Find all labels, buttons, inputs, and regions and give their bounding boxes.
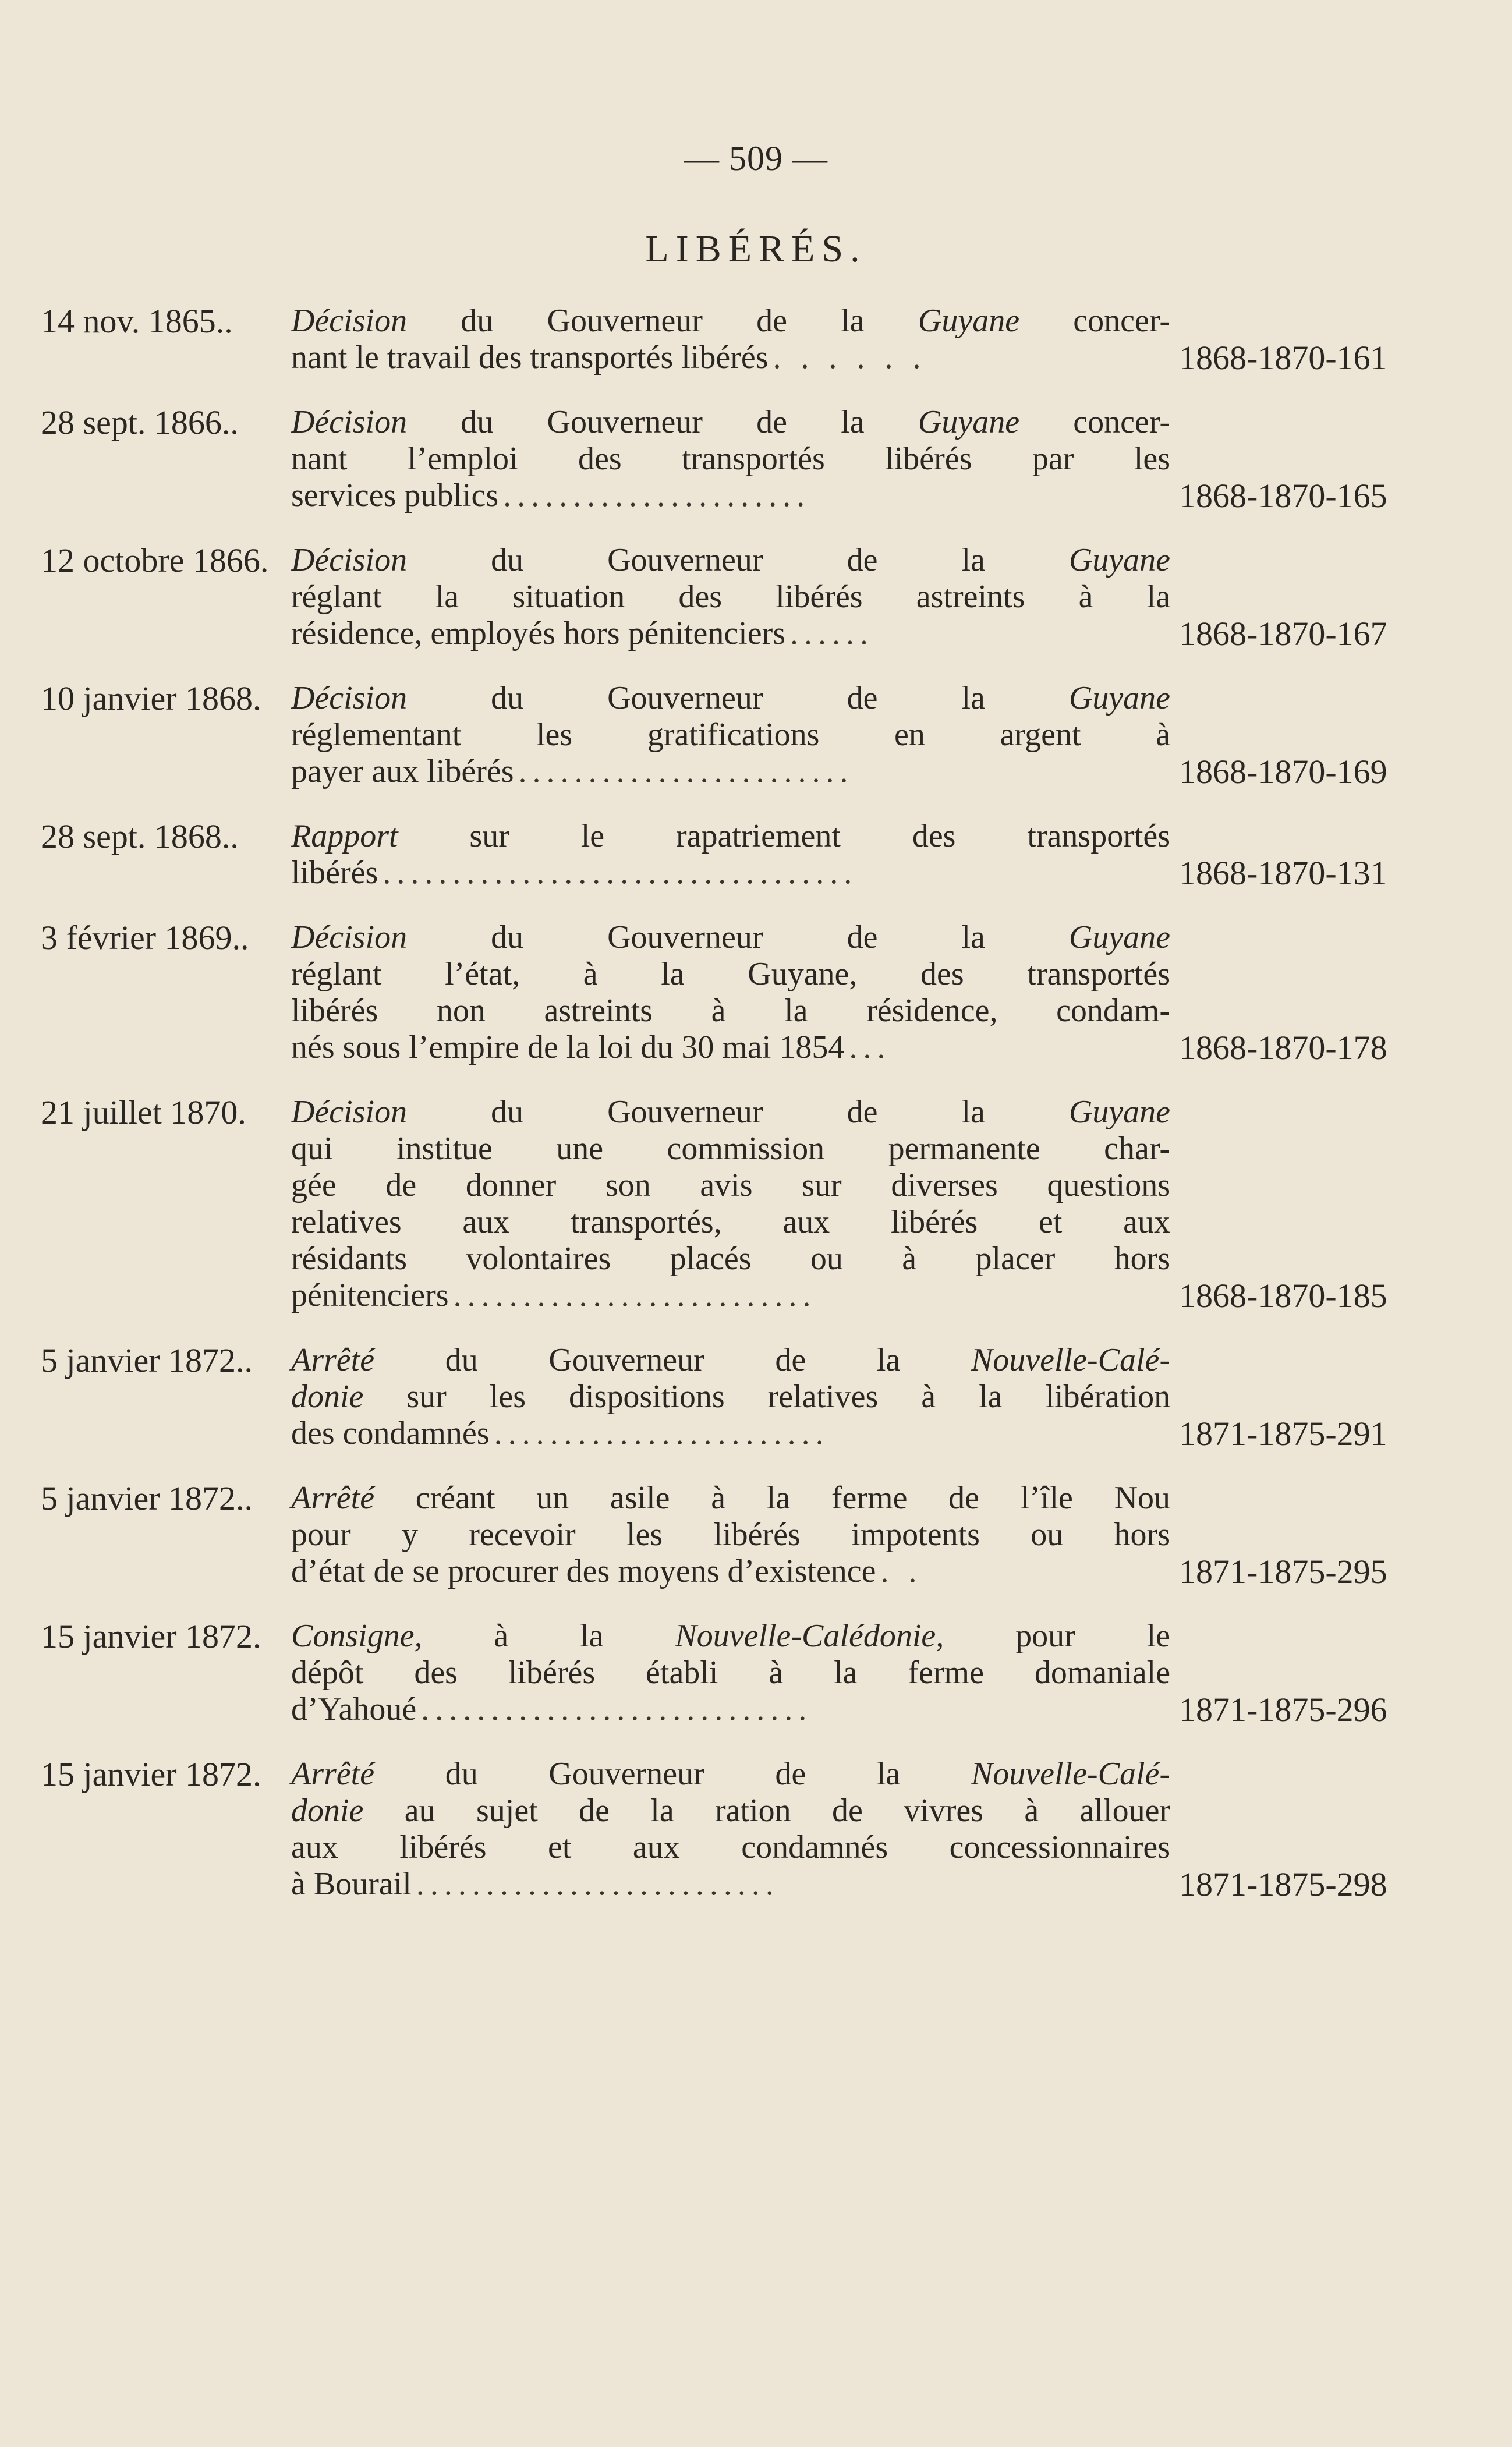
dot-leader: ........................ xyxy=(494,1415,830,1451)
entry-description xyxy=(291,680,1387,791)
entry-line xyxy=(291,1866,1170,1903)
entry-line: réglementant les gratifications en argent à xyxy=(291,717,1171,753)
dot-leader: .......................... xyxy=(453,1277,817,1313)
entry-date: 14 nov. 1865.. xyxy=(41,302,233,340)
entry-line: Décision du Gouverneur de la Guyane concer- xyxy=(291,404,1171,440)
entry-line xyxy=(291,753,1170,790)
entry-line-text: d’état de se procurer des moyens d’existence xyxy=(291,1553,876,1589)
entry-line: réglant l’état, à la Guyane, des transportés xyxy=(291,956,1170,992)
entry-date: 28 sept. 1868.. xyxy=(41,817,239,855)
dot-leader: . . xyxy=(880,1553,923,1589)
entry-line xyxy=(291,855,1170,891)
entry-line: Arrêté du Gouverneur de la Nouvelle-Calé- xyxy=(291,1756,1171,1792)
entry-date: 10 janvier 1868. xyxy=(41,679,261,717)
entry-line: Arrêté du Gouverneur de la Nouvelle-Calé- xyxy=(291,1342,1171,1378)
entry-line xyxy=(291,339,1170,376)
entry-line: Décision du Gouverneur de la Guyane xyxy=(291,680,1171,716)
entry-line: donie au sujet de la ration de vivres à allouer xyxy=(291,1793,1171,1829)
entry-line: Décision du Gouverneur de la Guyane xyxy=(291,542,1171,578)
entry-description xyxy=(291,542,1387,653)
list-item xyxy=(41,1341,1387,1453)
list-item xyxy=(41,1617,1387,1729)
page-number: — 509 — xyxy=(684,139,828,178)
dot-leader: ........................ xyxy=(518,753,854,789)
entry-line: réglant la situation des libérés astreints à la xyxy=(291,579,1171,615)
list-item xyxy=(41,302,1387,377)
entry-line: nant l’emploi des transportés libérés par les xyxy=(291,441,1170,477)
entry-line: dépôt des libérés établi à la ferme domaniale xyxy=(291,1655,1171,1691)
list-item xyxy=(41,1093,1387,1315)
dot-leader: ............................ xyxy=(421,1691,813,1727)
entry-line: Arrêté créant un asile à la ferme de l’île Nou xyxy=(291,1480,1171,1516)
dot-leader: ...... xyxy=(790,615,874,651)
entry-line xyxy=(291,1415,1170,1452)
entry-line: gée de donner son avis sur diverses questions xyxy=(291,1167,1171,1203)
entry-description xyxy=(291,1618,1387,1729)
entry-reference: 1871-1875-298 xyxy=(1179,1865,1387,1903)
list-item xyxy=(41,403,1387,515)
entry-date: 15 janvier 1872. xyxy=(41,1755,261,1793)
entry-date: 3 février 1869.. xyxy=(41,919,249,957)
list-item xyxy=(41,817,1387,892)
entry-line-text: nant le travail des transportés libérés xyxy=(291,339,769,376)
entry-reference: 1868-1870-131 xyxy=(1179,854,1387,892)
list-item xyxy=(41,1479,1387,1591)
entry-reference: 1868-1870-165 xyxy=(1179,477,1387,515)
entry-line xyxy=(291,615,1170,652)
dot-leader: ...................... xyxy=(503,477,811,514)
list-item xyxy=(41,541,1387,653)
list-item xyxy=(41,919,1387,1067)
list-item xyxy=(41,1755,1387,1903)
entry-description xyxy=(291,1480,1387,1591)
entry-reference: 1871-1875-296 xyxy=(1179,1691,1387,1729)
entries-list xyxy=(41,302,1387,1931)
entry-date: 21 juillet 1870. xyxy=(41,1093,246,1131)
entry-line: relatives aux transportés, aux libérés et aux xyxy=(291,1204,1170,1240)
entry-reference: 1868-1870-161 xyxy=(1179,339,1387,377)
entry-description xyxy=(291,1094,1387,1315)
entry-line: libérés non astreints à la résidence, condam- xyxy=(291,993,1170,1029)
entry-line-text: pénitenciers xyxy=(291,1277,449,1313)
entry-line: Décision du Gouverneur de la Guyane xyxy=(291,919,1171,955)
entry-line-text: d’Yahoué xyxy=(291,1691,417,1727)
entry-line: Rapport sur le rapatriement des transportés xyxy=(291,818,1171,854)
entry-line: Décision du Gouverneur de la Guyane xyxy=(291,1094,1171,1130)
entry-reference: 1868-1870-167 xyxy=(1179,615,1387,653)
entry-line: résidants volontaires placés ou à placer hors xyxy=(291,1241,1171,1277)
entry-reference: 1871-1875-295 xyxy=(1179,1553,1387,1591)
entry-line: Consigne, à la Nouvelle-Calédonie, pour le xyxy=(291,1618,1171,1654)
entry-line-text: payer aux libérés xyxy=(291,753,514,789)
entry-line xyxy=(291,1029,1170,1066)
dot-leader: .......................... xyxy=(416,1866,780,1902)
entry-line-text: libérés xyxy=(291,855,378,891)
entry-description xyxy=(291,1342,1387,1453)
entry-line: donie sur les dispositions relatives à la libération xyxy=(291,1379,1171,1415)
entry-description xyxy=(291,303,1387,377)
entry-line: pour y recevoir les libérés impotents ou hors xyxy=(291,1517,1170,1553)
list-item xyxy=(41,679,1387,791)
entry-line-text: à Bourail xyxy=(291,1866,412,1902)
entry-description xyxy=(291,818,1387,892)
entry-line-text: résidence, employés hors pénitenciers xyxy=(291,615,786,651)
entry-line xyxy=(291,1277,1170,1314)
entry-line: qui institue une commission permanente char- xyxy=(291,1131,1171,1167)
entry-date: 15 janvier 1872. xyxy=(41,1617,261,1655)
entry-line-text: nés sous l’empire de la loi du 30 mai 1854 xyxy=(291,1029,845,1065)
entry-reference: 1868-1870-185 xyxy=(1179,1277,1387,1315)
section-title: LIBÉRÉS. xyxy=(645,228,867,270)
entry-date: 12 octobre 1866. xyxy=(41,541,269,579)
entry-description xyxy=(291,404,1387,515)
entry-line: Décision du Gouverneur de la Guyane concer- xyxy=(291,303,1171,339)
dot-leader: . . . . . . xyxy=(773,339,927,376)
entry-line-text: services publics xyxy=(291,477,499,514)
entry-description xyxy=(291,1756,1387,1903)
entry-line: aux libérés et aux condamnés concessionnaires xyxy=(291,1829,1171,1865)
entry-line-text: des condamnés xyxy=(291,1415,490,1451)
entry-line xyxy=(291,1553,1170,1590)
entry-reference: 1868-1870-169 xyxy=(1179,753,1387,791)
entry-date: 5 janvier 1872.. xyxy=(41,1341,253,1379)
entry-date: 5 janvier 1872.. xyxy=(41,1479,253,1517)
dot-leader: .................................. xyxy=(383,855,858,891)
entry-line xyxy=(291,477,1170,514)
entry-reference: 1871-1875-291 xyxy=(1179,1415,1387,1453)
entry-line xyxy=(291,1691,1170,1728)
entry-reference: 1868-1870-178 xyxy=(1179,1029,1387,1067)
entry-date: 28 sept. 1866.. xyxy=(41,403,239,441)
entry-description xyxy=(291,919,1387,1067)
dot-leader: ... xyxy=(849,1029,891,1065)
